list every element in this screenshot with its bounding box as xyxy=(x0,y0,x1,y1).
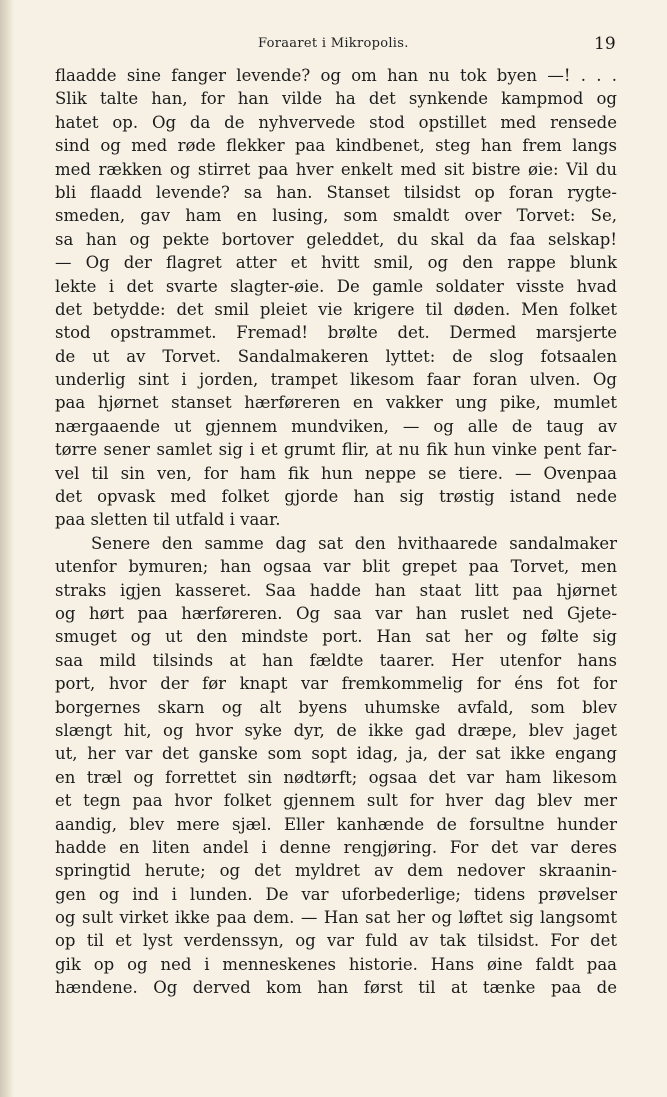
text-line: ut, her var det ganske som sopt idag, ja, der sat ikke engang xyxy=(55,744,617,764)
text-line: utenfor bymuren; han ogsaa var blit grepet paa Torvet, men xyxy=(55,557,617,577)
text-line: det betydde: det smil pleiet vie krigere til døden. Men folket xyxy=(55,299,617,319)
text-line: flaadde sine fanger levende? og om han nu tok byen —! . . . xyxy=(55,66,617,85)
text-line: hatet op. Og da de nyhvervede stod opstillet med rensede xyxy=(55,112,617,132)
text-line: sa han og pekte bortover geleddet, du skal da faa selskap! xyxy=(55,229,617,249)
text-line: det opvask med folket gjorde han sig trøstig istand nede xyxy=(55,487,617,507)
text-line: springtid herute; og det myldret av dem nedover skraanin- xyxy=(55,861,617,881)
running-title: Foraaret i Mikropolis. xyxy=(258,36,409,51)
text-line: de ut av Torvet. Sandalmakeren lyttet: de slog fotsaalen xyxy=(55,346,617,366)
text-line: port, hvor der før knapt var fremkommelig for éns fot for xyxy=(55,674,617,694)
text-line: hændene. Og derved kom han først til at tænke paa de xyxy=(55,978,617,998)
text-line: stod opstrammet. Fremad! brølte det. Dermed marsjerte xyxy=(55,323,617,343)
text-line: aandig, blev mere sjæl. Eller kanhænde de forsultne hunder xyxy=(55,814,617,834)
body-text xyxy=(55,64,617,1000)
text-line-paragraph-start: Senere den samme dag sat den hvithaarede sandalmaker xyxy=(91,533,617,553)
text-line: paa hjørnet stanset hærføreren en vakker ung pike, mumlet xyxy=(55,393,617,413)
text-line: et tegn paa hvor folket gjennem sult for hver dag blev mer xyxy=(55,791,617,811)
text-line: med rækken og stirret paa hver enkelt med sit bistre øie: Vil du xyxy=(55,159,617,179)
text-line: smuget og ut den mindste port. Han sat her og følte sig xyxy=(55,627,617,647)
text-line: smeden, gav ham en lusing, som smaldt over Torvet: Se, xyxy=(55,206,617,226)
text-line: nærgaaende ut gjennem mundviken, — og alle de taug av xyxy=(55,416,617,436)
page-number: 19 xyxy=(594,34,616,54)
text-line: op til et lyst verdenssyn, og var fuld av tak tilsidst. For det xyxy=(55,931,617,951)
text-line: borgernes skarn og alt byens uhumske avfald, som blev xyxy=(55,697,617,717)
text-line: Slik talte han, for han vilde ha det synkende kampmod og xyxy=(55,89,617,109)
text-line: vel til sin ven, for ham fik hun neppe se tiere. — Ovenpaa xyxy=(55,463,617,483)
text-line: hadde en liten andel i denne rengjøring. For det var deres xyxy=(55,837,617,857)
text-line: og hørt paa hærføreren. Og saa var han ruslet ned Gjete- xyxy=(55,603,617,623)
text-line: straks igjen kasseret. Saa hadde han staat litt paa hjørnet xyxy=(55,580,617,600)
text-line: underlig sint i jorden, trampet likesom faar foran ulven. Og xyxy=(55,370,617,390)
text-line: sind og med røde flekker paa kindbenet, steg han frem langs xyxy=(55,136,617,156)
page-binding-shadow xyxy=(0,0,14,1097)
text-line: gik op og ned i menneskenes historie. Hans øine faldt paa xyxy=(55,954,617,974)
text-line: saa mild tilsinds at han fældte taarer. Her utenfor hans xyxy=(55,650,617,670)
text-line: — Og der flagret atter et hvitt smil, og den rappe blunk xyxy=(55,253,617,273)
text-line: slængt hit, og hvor syke dyr, de ikke gad dræpe, blev jaget xyxy=(55,720,617,740)
text-line: bli flaadd levende? sa han. Stanset tilsidst op foran rygte- xyxy=(55,182,617,202)
text-line-paragraph-end: paa sletten til utfald i vaar. xyxy=(55,510,281,530)
text-line: gen og ind i lunden. De var uforbederlige; tidens prøvelser xyxy=(55,884,617,904)
running-head xyxy=(0,36,667,56)
text-line: og sult virket ikke paa dem. — Han sat her og løftet sig langsomt xyxy=(55,908,617,928)
text-line: en træl og forrettet sin nødtørft; ogsaa det var ham likesom xyxy=(55,767,617,787)
text-line: tørre sener samlet sig i et grumt flir, at nu fik hun vinke pent far- xyxy=(55,440,617,460)
text-line: lekte i det svarte slagter-øie. De gamle soldater visste hvad xyxy=(55,276,617,296)
